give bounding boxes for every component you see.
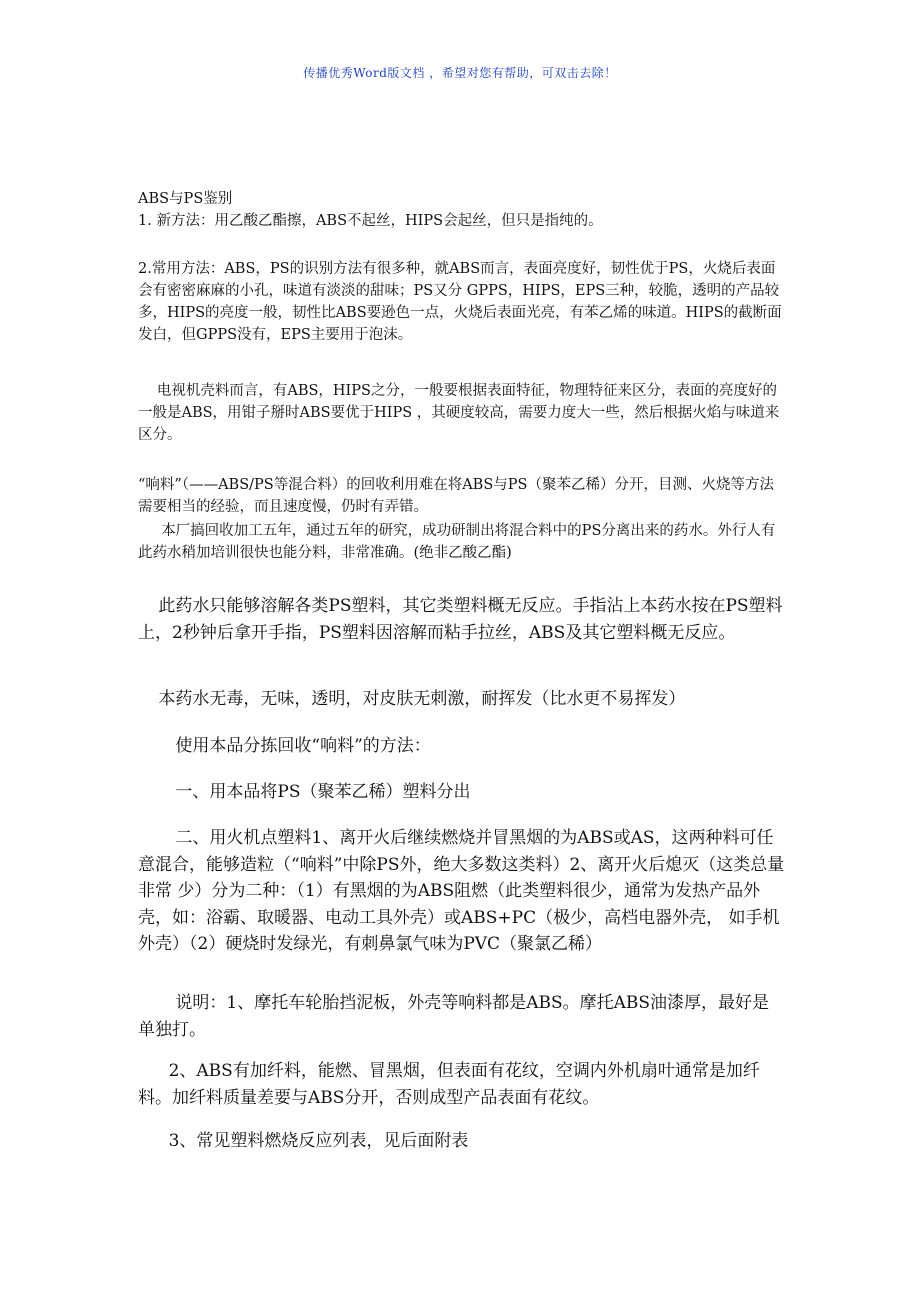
paragraph-common-method: 2.常用方法：ABS，PS的识别方法有很多种，就ABS而言，表面亮度好，韧性优于PS，火烧后表面会有密密麻麻的小孔，味道有淡淡的甜味；PS又分 GPPS，HIPS，EPS三种，较脆，透明的产品较多，HIPS的亮度一般，韧性比ABS要逊色一点，火烧后表面光亮，有苯乙烯的味道。HIPS的截断面发白，但GPPS没有，EPS主要用于泡沫。 (138, 261, 782, 343)
paragraph-note-two: 2、ABS有加纤料，能燃、冒黑烟，但表面有花纹，空调内外机扇叶通常是加纤料。加纤料质量差要与ABS分开，否则成型产品表面有花纹。 (138, 1061, 760, 1108)
paragraph-step-one: 一、用本品将PS（聚苯乙稀）塑料分出 (175, 782, 471, 802)
paragraph-step-two: 二、用火机点塑料1、离开火后继续燃烧并冒黑烟的为ABS或AS，这两种料可任意混合，能够造粒（“响料”中除PS外，绝大多数这类料）2、离开火后熄灭（这类总量非常 少）分为二种：（1）有黑烟的为ABS阻燃（此类塑料很少，通常为发热产品外壳，如：浴霸、取暖器、电动工具外壳）或ABS+PC（极少，高档电器外壳， 如手机外壳）（2）硬烧时发绿光，有刺鼻氯气味为PVC（聚氯乙稀） (138, 828, 785, 954)
page-header: 传播优秀Word版文档 ，希望对您有帮助，可双击去除！ (303, 66, 617, 80)
paragraph-note-one: 说明：1、摩托车轮胎挡泥板，外壳等响料都是ABS。摩托ABS油漆厚，最好是单独打。 (138, 993, 770, 1040)
document-title: ABS与PS鉴别 (138, 191, 233, 207)
paragraph-new-method: 1. 新方法：用乙酸乙酯擦，ABS不起丝，HIPS会起丝，但只是指纯的。 (138, 213, 603, 229)
paragraph-solution-safety: 本药水无毒，无味，透明，对皮肤无刺激，耐挥发（比水更不易挥发） (158, 689, 686, 709)
paragraph-mixed-material: “响料”（——ABS/PS等混合料）的回收利用难在将ABS与PS（聚苯乙稀）分开，目测、火烧等方法需要相当的经验，而且速度慢，仍时有弄错。 (138, 477, 774, 515)
paragraph-tv-shell: 电视机壳料而言，有ABS，HIPS之分，一般要根据表面特征，物理特征来区分，表面的亮度好的一般是ABS，用钳子掰时ABS要优于HIPS ，其硬度较高，需要力度大一些，然后根据火焰与味道来区分。 (138, 383, 780, 443)
paragraph-solution-effect: 此药水只能够溶解各类PS塑料，其它类塑料概无反应。手指沾上本药水按在PS塑料上，2秒钟后拿开手指，PS塑料因溶解而粘手拉丝，ABS及其它塑料概无反应。 (138, 596, 783, 643)
paragraph-method-heading: 使用本品分拣回收“响料”的方法： (175, 736, 431, 756)
paragraph-factory: 本厂搞回收加工五年，通过五年的研究，成功研制出将混合料中的PS分离出来的药水。外行人有此药水稍加培训很快也能分料，非常准确。(绝非乙酸乙酯) (138, 523, 776, 561)
paragraph-note-three: 3、常见塑料燃烧反应列表，见后面附表 (168, 1131, 469, 1151)
